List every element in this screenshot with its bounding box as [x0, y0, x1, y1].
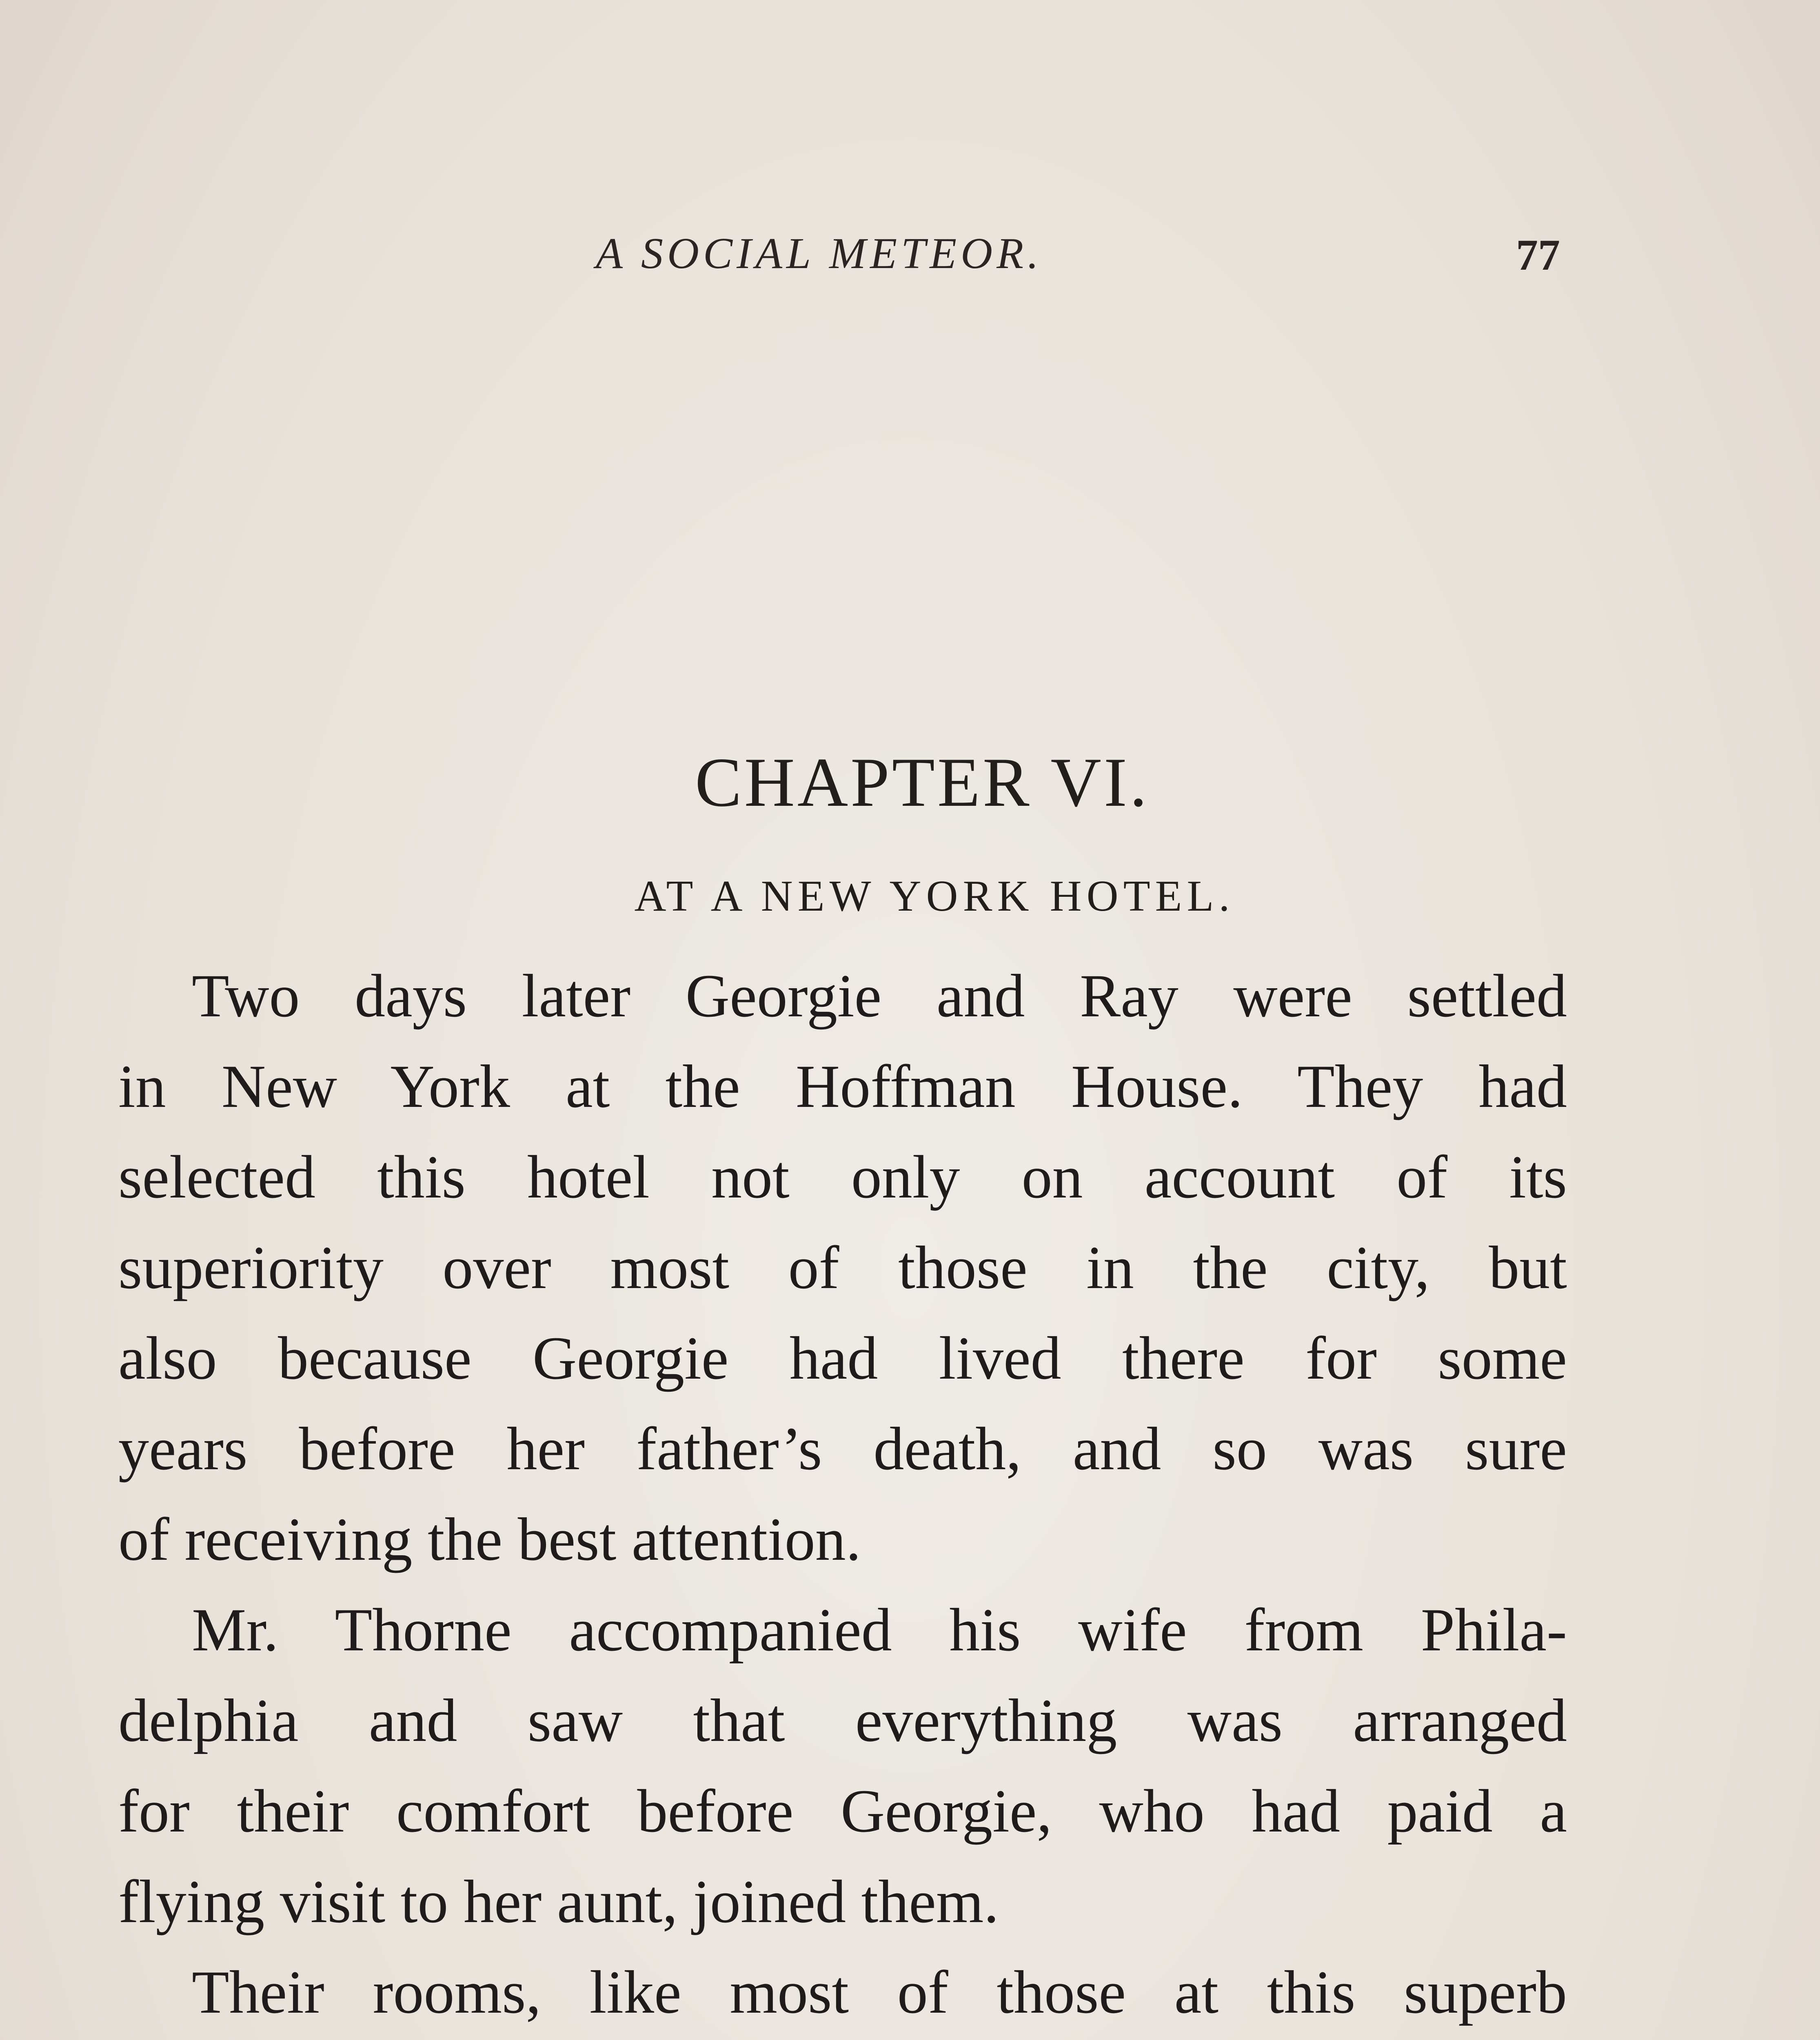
text-line: selected this hotel not only on account of its	[118, 1143, 1567, 1211]
text-line: for their comfort before Georgie, who had paid a	[118, 1777, 1567, 1845]
text-line: Mr. Thorne accompanied his wife from Phila-	[192, 1596, 1567, 1664]
text-line: flying visit to her aunt, joined them.	[118, 1868, 999, 1936]
text-line: delphia and saw that everything was arranged	[118, 1687, 1567, 1754]
chapter-subtitle: AT A NEW YORK HOTEL.	[634, 872, 1235, 920]
text-line	[118, 2038, 1567, 2040]
running-title: A SOCIAL METEOR.	[596, 229, 1043, 278]
text-line: years before her father’s death, and so was sure	[118, 1415, 1567, 1483]
text-line: also because Georgie had lived there for some	[118, 1324, 1567, 1392]
text-line: of receiving the best attention.	[118, 1506, 861, 1573]
text-line: Two days later Georgie and Ray were settled	[192, 962, 1567, 1030]
page-number: 77	[1516, 231, 1560, 279]
text-line: superiority over most of those in the city, but	[118, 1234, 1567, 1302]
text-line: Their rooms, like most of those at this superb	[192, 1958, 1567, 2026]
running-head	[0, 228, 1820, 286]
body-text	[118, 951, 1567, 2040]
text-line: in New York at the Hoffman House. They had	[118, 1053, 1567, 1120]
chapter-heading: CHAPTER VI.	[695, 744, 1150, 821]
